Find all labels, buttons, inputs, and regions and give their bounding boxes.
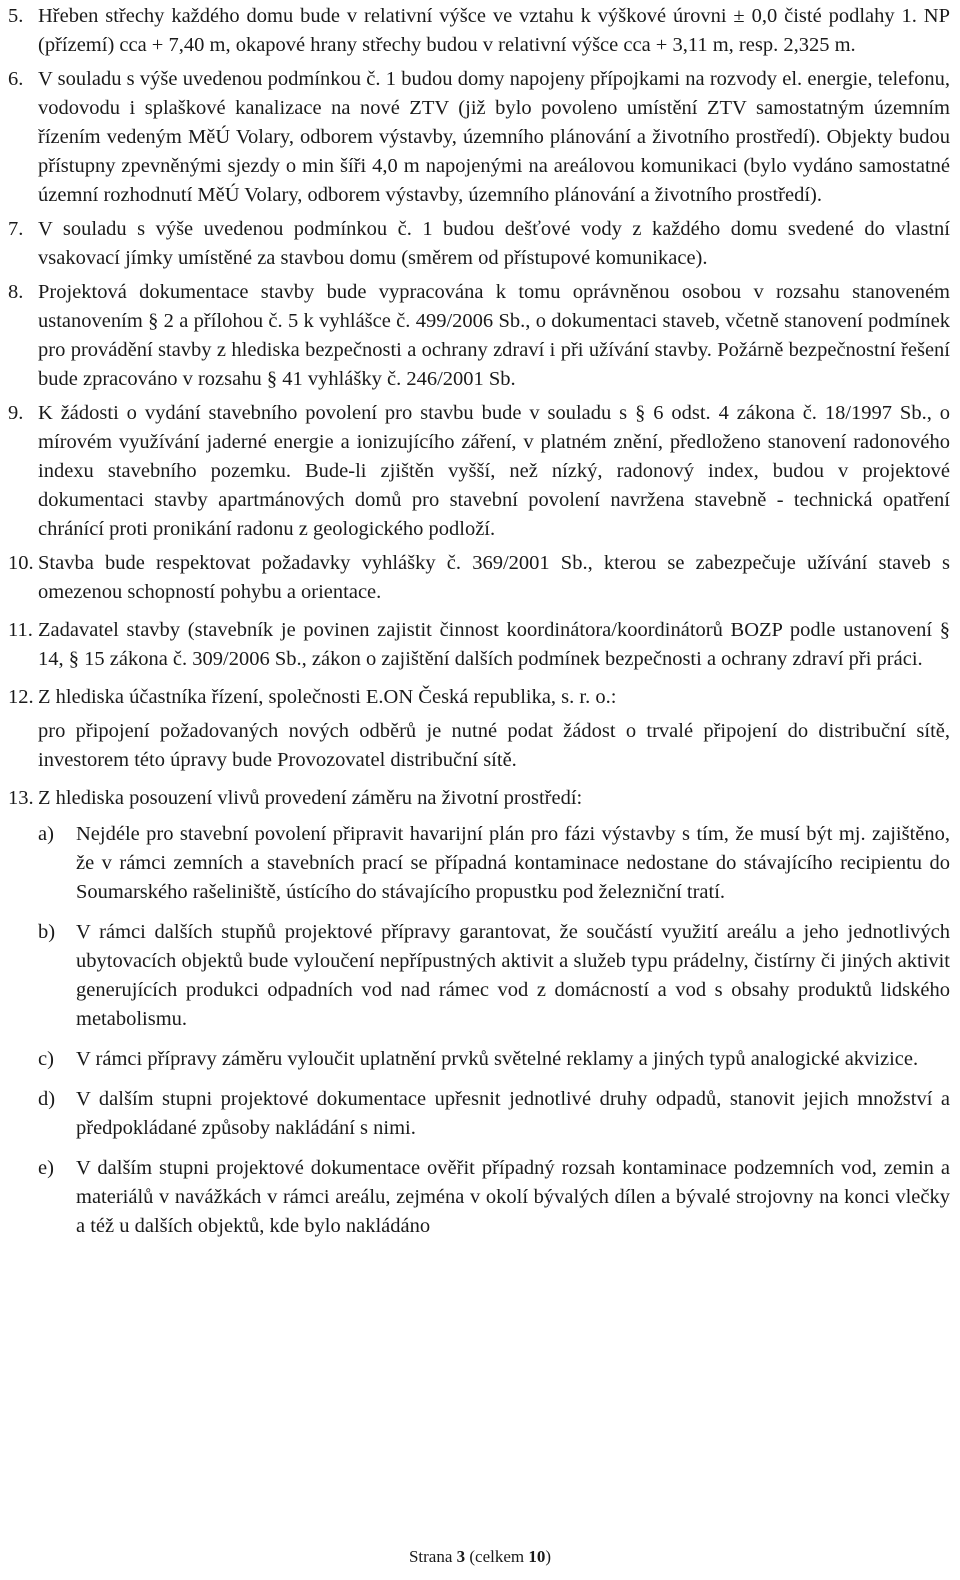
- footer-total-pages: 10: [528, 1547, 546, 1566]
- subitem-d: [0, 1085, 960, 1143]
- item-text: Z hlediska posouzení vlivů provedení záměru na životní prostředí:: [38, 787, 583, 809]
- footer-label: Strana: [408, 1547, 453, 1566]
- condition-item-6: [0, 65, 960, 210]
- item-text: V souladu s výše uvedenou podmínkou č. 1 budou dešťové vody z každého domu svedené do vlastní vsakovací jímky umístěné za stavbou domu (směrem od přístupové komunikace).: [38, 218, 950, 269]
- subitem-a: [0, 820, 960, 907]
- condition-item-10: [0, 549, 960, 607]
- subitem-text: V rámci dalších stupňů projektové přípravy garantovat, že součástí využití areálu a jeho jednotlivých ubytovacích objektů bude vyloučení nepřípustných aktivit a služeb typu prádelny, čistírny či jiných aktivit generujících produkci odpadních vod nad rámec vod z domácností a vod s obsahy produktů lidského metabolismu.: [76, 921, 950, 1030]
- subitem-e: [0, 1154, 960, 1241]
- subitem-letter: d): [38, 1088, 56, 1110]
- item-number: 7.: [8, 218, 24, 240]
- footer-close: ): [545, 1547, 552, 1566]
- item-number: 13.: [8, 787, 34, 809]
- document-page: [0, 2, 960, 1241]
- condition-item-5: [0, 2, 960, 60]
- condition-item-12: [0, 683, 960, 712]
- item-number: 11.: [8, 619, 33, 641]
- page-footer: [0, 1545, 960, 1569]
- subitem-letter: c): [38, 1048, 54, 1070]
- footer-page-number: 3: [456, 1547, 466, 1566]
- item-number: 12.: [8, 686, 34, 708]
- subitem-text: V dalším stupni projektové dokumentace ověřit případný rozsah kontaminace podzemních vod, zemin a materiálů v navážkách v rámci areálu, zejména v okolí bývalých dílen a bývalé strojovny na konci vlečky a též u dalších objektů, kde bylo nakládáno: [76, 1157, 950, 1237]
- subitem-letter: a): [38, 823, 54, 845]
- item-text: K žádosti o vydání stavebního povolení pro stavbu bude v souladu s § 6 odst. 4 zákona č. 18/1997 Sb., o mírovém využívání jaderné energie a ionizujícího záření, v platném znění, předloženo stanovení radonového indexu stavebního pozemku. Bude-li zjištěn vyšší, než nízký, radonový index, budou v projektové dokumentaci stavby apartmánových domů pro stavební povolení navržena stavebně - technická opatření chránící proti pronikání radonu z geologického podloží.: [38, 402, 950, 540]
- item-text: Stavba bude respektovat požadavky vyhlášky č. 369/2001 Sb., kterou se zabezpečuje užívání staveb s omezenou schopností pohybu a orientace.: [38, 552, 950, 603]
- subitem-letter: e): [38, 1157, 54, 1179]
- item-number: 10.: [8, 552, 34, 574]
- item-text: Z hlediska účastníka řízení, společnosti E.ON Česká republika, s. r. o.:: [38, 686, 617, 708]
- item-number: 8.: [8, 281, 24, 303]
- item-number: 9.: [8, 402, 24, 424]
- subitem-b: [0, 918, 960, 1034]
- subitem-text: V dalším stupni projektové dokumentace upřesnit jednotlivé druhy odpadů, stanovit jejich množství a předpokládané způsoby nakládání s nimi.: [76, 1088, 950, 1139]
- subitem-letter: b): [38, 921, 56, 943]
- subitem-text: V rámci přípravy záměru vyloučit uplatnění prvků světelné reklamy a jiných typů analogické akvizice.: [76, 1048, 919, 1070]
- condition-item-13: [0, 784, 960, 813]
- item-text: Zadavatel stavby (stavebník je povinen zajistit činnost koordinátora/koordinátorů BOZP podle ustanovení § 14, § 15 zákona č. 309/2006 Sb., zákon o zajištění dalších podmínek bezpečnosti a ochrany zdraví při práci.: [38, 619, 950, 670]
- condition-item-8: [0, 278, 960, 394]
- footer-of-label: (celkem: [469, 1547, 525, 1566]
- condition-item-7: [0, 215, 960, 273]
- subitem-c: [0, 1045, 960, 1074]
- condition-item-9: [0, 399, 960, 544]
- subitem-text: Nejdéle pro stavební povolení připravit havarijní plán pro fázi výstavby s tím, že musí být mj. zajištěno, že v rámci zemních a stavebních prací se případná kontaminace nedostane do stávajícího recipientu do Soumarského rašeliniště, ústícího do stávajícího propustku pod železniční tratí.: [76, 823, 950, 903]
- item-text: Hřeben střechy každého domu bude v relativní výšce ve vztahu k výškové úrovni ± 0,0 čisté podlahy 1. NP (přízemí) cca + 7,40 m, okapové hrany střechy budou v relativní výšce cca + 3,11 m, resp. 2,325 m.: [38, 5, 950, 56]
- item-text: V souladu s výše uvedenou podmínkou č. 1 budou domy napojeny přípojkami na rozvody el. energie, telefonu, vodovodu i splaškové kanalizace na nové ZTV (již bylo povoleno umístění ZTV samostatným územním řízením vedeným MěÚ Volary, odborem výstavby, územního plánování a životního prostředí). Objekty budou přístupny zpevněnými sjezdy o min šíři 4,0 m napojenými na areálovou komunikaci (bylo vydáno samostatné územní rozhodnutí MěÚ Volary, odborem výstavby, územního plánování a životního prostředí).: [38, 68, 950, 206]
- item-12-paragraph: pro připojení požadovaných nových odběrů je nutné podat žádost o trvalé připojení do distribuční sítě, investorem této úpravy bude Provozovatel distribuční sítě.: [38, 720, 950, 771]
- item-number: 6.: [8, 68, 24, 90]
- condition-item-11: [0, 616, 960, 674]
- item-text: Projektová dokumentace stavby bude vypracována k tomu oprávněnou osobou v rozsahu stanoveném ustanovením § 2 a přílohou č. 5 k vyhlášce č. 499/2006 Sb., o dokumentaci staveb, včetně stanovení podmínek pro provádění stavby z hlediska bezpečnosti a ochrany zdraví i při užívání stavby. Požárně bezpečnostní řešení bude zpracováno v rozsahu § 41 vyhlášky č. 246/2001 Sb.: [38, 281, 950, 390]
- item-number: 5.: [8, 5, 24, 27]
